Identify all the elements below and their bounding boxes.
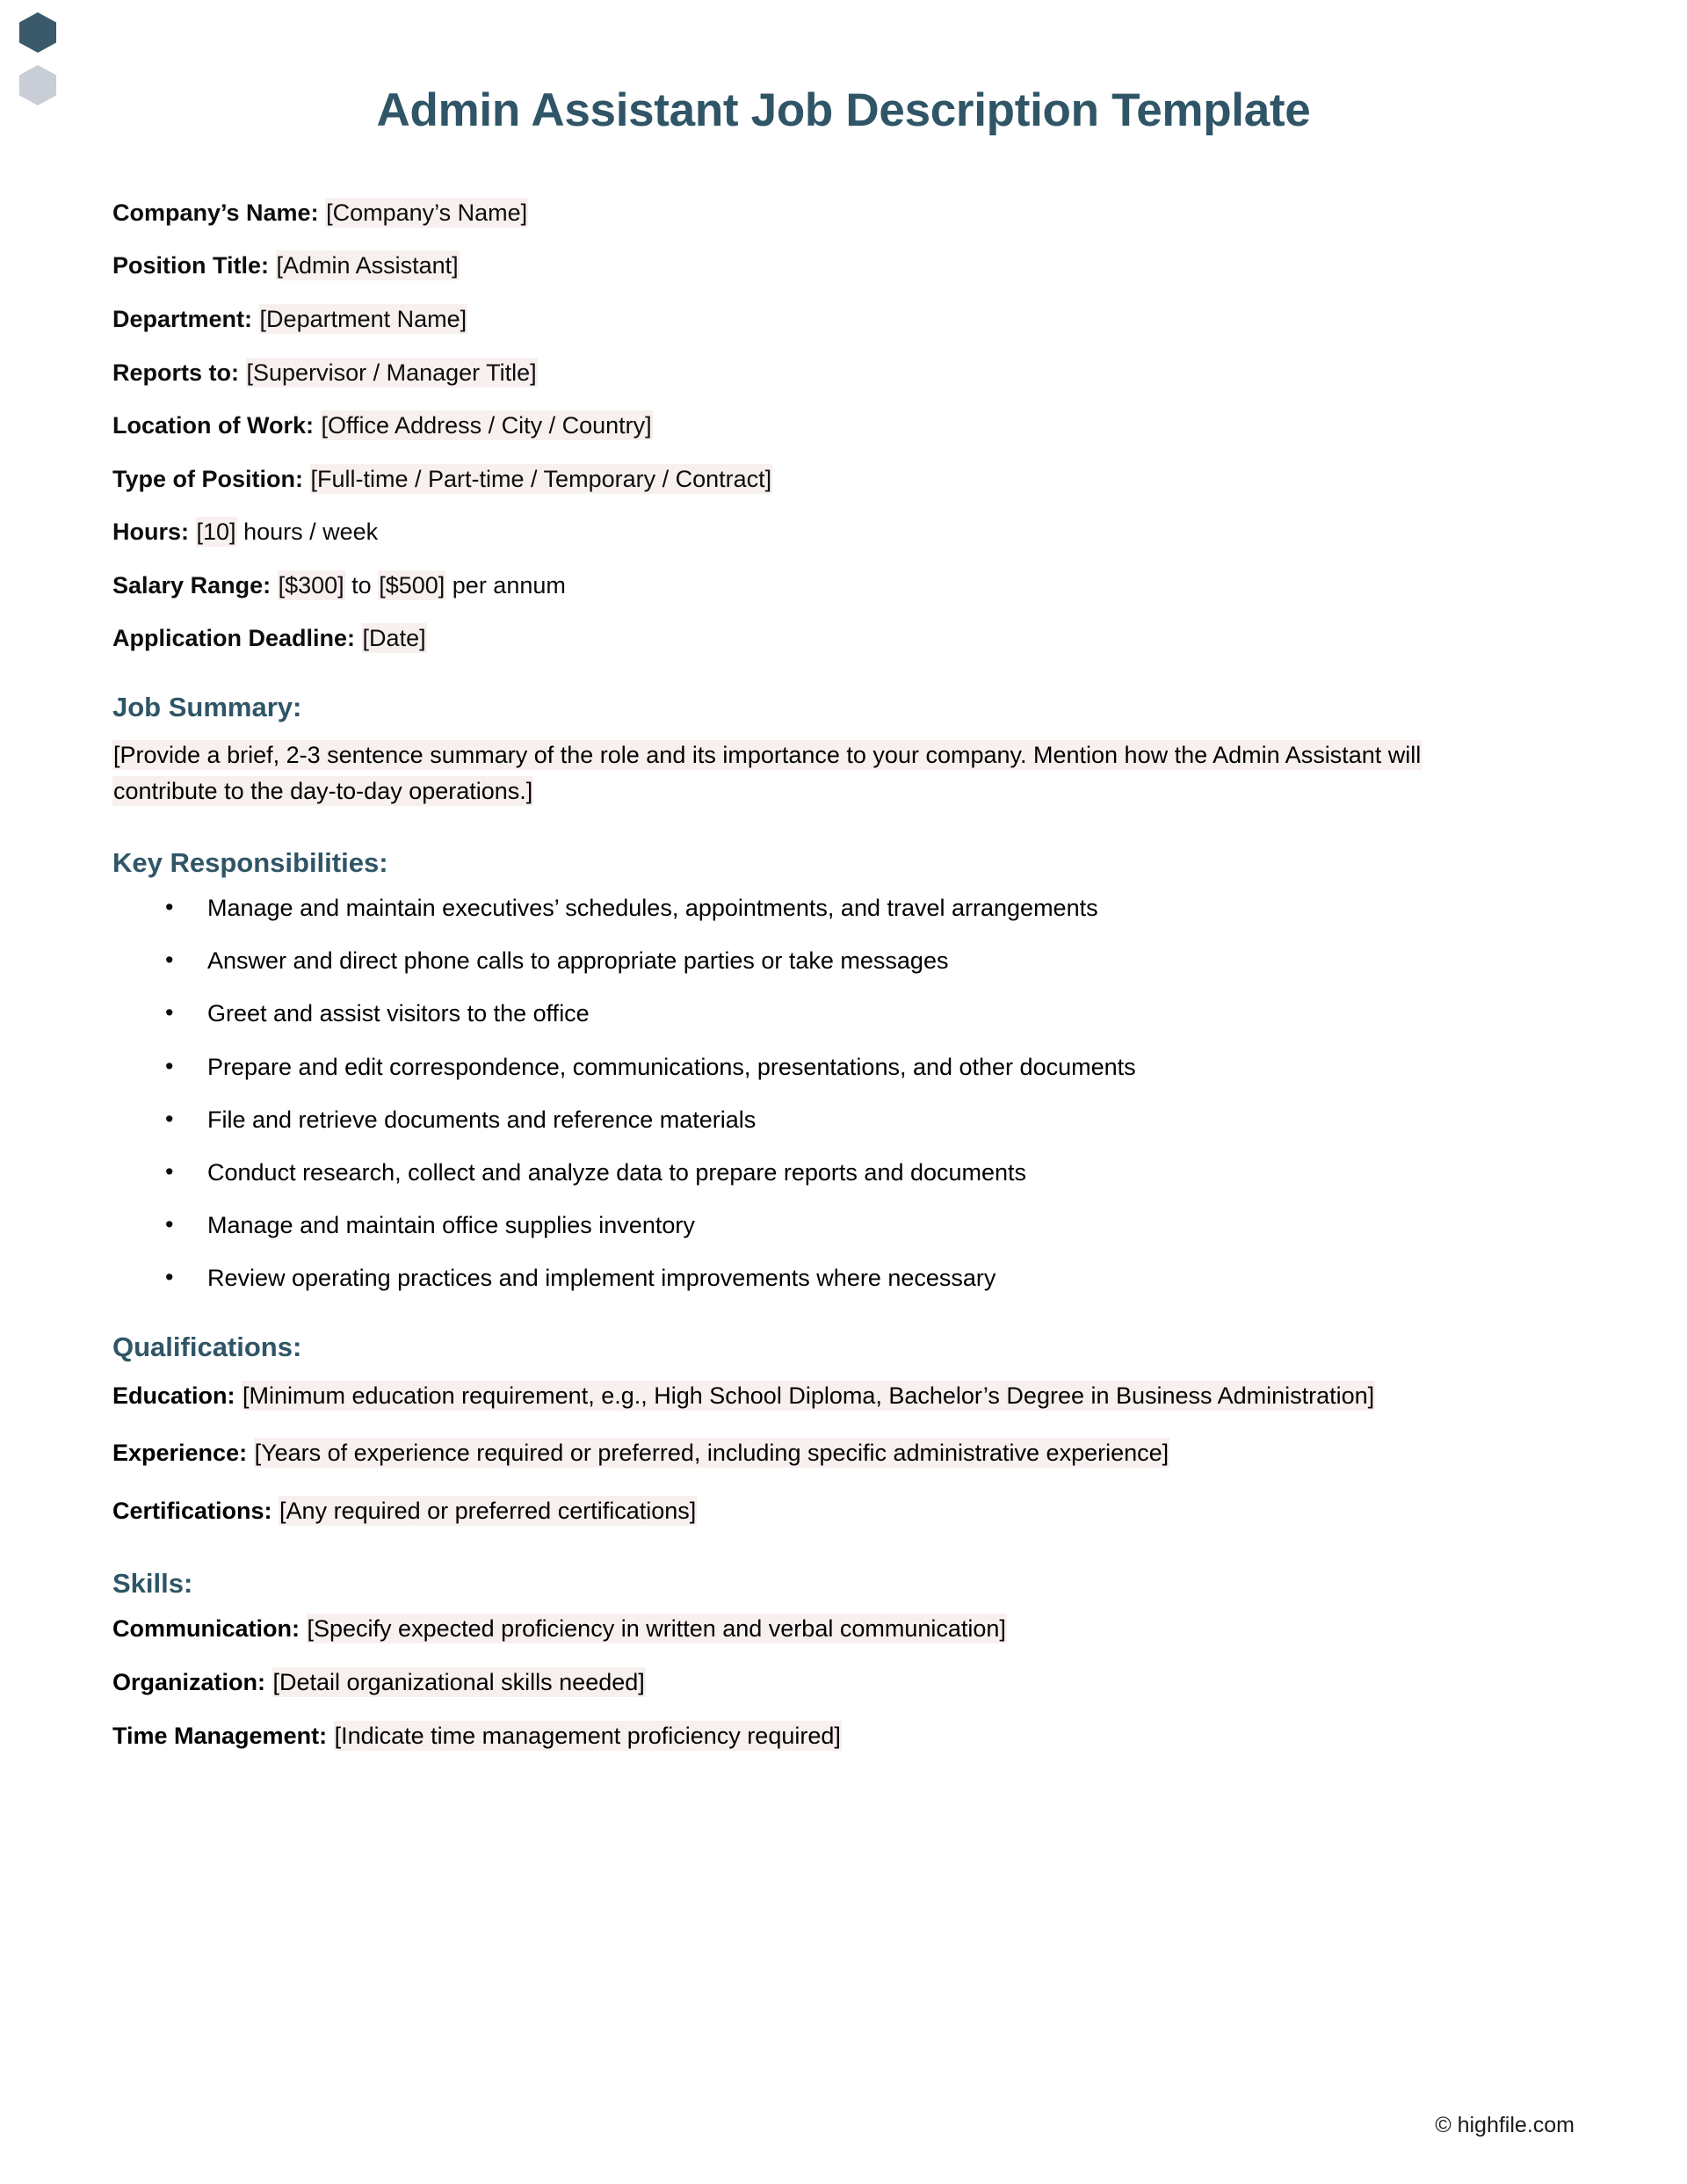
field-label: Salary Range: — [112, 571, 272, 599]
field-value: [Full-time / Part-time / Temporary / Contract] — [310, 465, 772, 492]
skill-organization — [112, 1667, 1575, 1698]
field-value: [Date] — [362, 625, 426, 652]
skill-label: Organization: — [112, 1669, 265, 1696]
footer-copyright: © highfile.com — [1435, 2113, 1575, 2137]
field-label: Type of Position: — [112, 465, 303, 492]
field-value: [10] — [196, 519, 236, 546]
field-label: Reports to: — [112, 359, 239, 386]
section-heading-key-responsibilities: Key Responsibilities: — [112, 847, 388, 879]
qualification-certifications — [112, 1492, 1448, 1530]
job-summary-placeholder: [Provide a brief, 2-3 sentence summary of the role and its importance to your company. Mention how the Admin Assistant will contribute to the day-to-day operations.] — [113, 742, 1422, 805]
field-label: Position Title: — [112, 252, 270, 279]
field-list — [112, 198, 1575, 654]
qualification-value: [Any required or preferred certifications] — [279, 1497, 697, 1524]
field-value: [Supervisor / Manager Title] — [246, 359, 537, 386]
field-value: [Office Address / City / Country] — [321, 412, 652, 439]
field-label: Application Deadline: — [112, 625, 356, 652]
qualification-education — [112, 1377, 1448, 1415]
field-salary-range — [112, 570, 1575, 601]
section-heading-job-summary: Job Summary: — [112, 691, 302, 722]
field-label: Company’s Name: — [112, 199, 319, 226]
field-location-of-work — [112, 410, 1575, 441]
qualification-label: Education: — [112, 1382, 235, 1410]
field-mid: to — [344, 571, 379, 599]
qualification-label: Certifications: — [112, 1497, 272, 1524]
field-value-min: [$300] — [278, 571, 344, 599]
list-item: • Conduct research, collect and analyze data to prepare reports and documents — [165, 1157, 1575, 1188]
qualification-value: [Minimum education requirement, e.g., High School Diploma, Bachelor’s Degree in Business Administration] — [243, 1382, 1375, 1410]
field-label: Hours: — [112, 519, 189, 546]
field-value: [Department Name] — [259, 306, 467, 333]
list-item: • Greet and assist visitors to the office — [165, 998, 1575, 1029]
qualification-experience — [112, 1434, 1448, 1472]
field-suffix: hours / week — [236, 519, 379, 546]
field-department — [112, 304, 1575, 335]
field-label: Department: — [112, 306, 253, 333]
list-item: • Review operating practices and implement improvements where necessary — [165, 1263, 1575, 1294]
field-value: [Company’s Name] — [326, 199, 528, 226]
field-type-of-position — [112, 464, 1575, 495]
skill-time-management — [112, 1721, 1575, 1752]
skill-label: Communication: — [112, 1614, 300, 1642]
key-responsibilities-list — [112, 893, 1575, 1294]
list-item: • Prepare and edit correspondence, communications, presentations, and other documents — [165, 1052, 1575, 1083]
qualification-label: Experience: — [112, 1440, 248, 1467]
skill-value: [Specify expected proficiency in written and verbal communication] — [307, 1614, 1006, 1642]
field-hours — [112, 517, 1575, 548]
field-suffix: per annum — [445, 571, 566, 599]
job-summary-text — [112, 737, 1466, 809]
qualification-value: [Years of experience required or preferred, including specific administrative experience] — [254, 1440, 1169, 1467]
field-company-name — [112, 198, 1575, 229]
field-value-max: [$500] — [379, 571, 445, 599]
list-item: • Manage and maintain office supplies inventory — [165, 1210, 1575, 1241]
field-value: [Admin Assistant] — [276, 252, 459, 279]
field-application-deadline — [112, 623, 1575, 654]
field-label: Location of Work: — [112, 412, 314, 439]
field-reports-to — [112, 358, 1575, 388]
section-heading-skills: Skills: — [112, 1567, 193, 1599]
page-title: Admin Assistant Job Description Template — [376, 84, 1311, 136]
section-heading-qualifications: Qualifications: — [112, 1331, 302, 1363]
skill-communication — [112, 1614, 1575, 1644]
skill-value: [Detail organizational skills needed] — [272, 1669, 645, 1696]
skill-value: [Indicate time management proficiency required] — [334, 1723, 841, 1750]
list-item: • Answer and direct phone calls to appropriate parties or take messages — [165, 946, 1575, 976]
list-item: • File and retrieve documents and reference materials — [165, 1105, 1575, 1136]
list-item: • Manage and maintain executives’ schedules, appointments, and travel arrangements — [165, 893, 1575, 924]
skill-label: Time Management: — [112, 1723, 328, 1750]
field-position-title — [112, 250, 1575, 281]
